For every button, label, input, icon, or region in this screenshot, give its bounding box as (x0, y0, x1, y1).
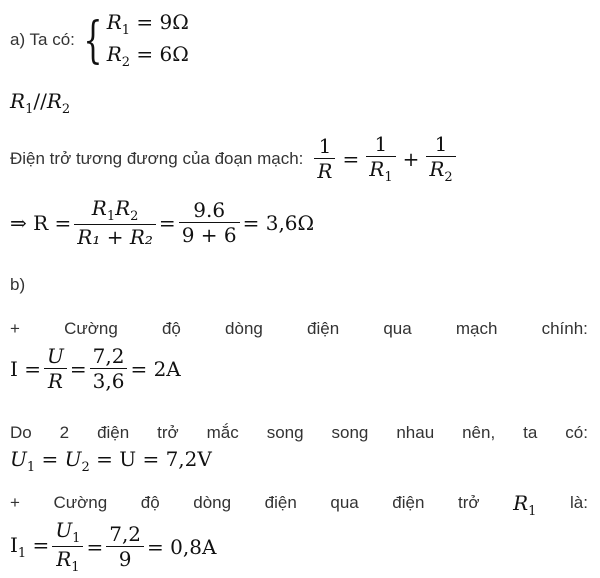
voltage-equality: $U_1 = U_2 = U = 7,2V$ (10, 447, 212, 475)
r1-current-calc: $I_1$ = $\frac{U_1}{R_1}$ = $\frac{7,2}{9}$ = 0,8A (10, 518, 217, 575)
curly-brace: { (83, 11, 103, 69)
parallel-statement: $R_1//R_2$ (10, 89, 71, 117)
part-a-intro: a) Ta có: (10, 30, 75, 49)
main-current-calc: I = $\frac{U}{R}$ = $\frac{7,2}{3,6}$ = 2A (10, 344, 181, 393)
given-r2: $R_2 = 6\Omega$ (106, 42, 189, 70)
main-current-heading: + Cường độ dòng điện qua mạch chính: (10, 319, 588, 338)
equivalent-calc: ⇒ R = $\frac{R_1R_2}{\text{R₁ + R₂}}$ = $\frac{9.6}{9 + 6}$ = 3,6Ω (10, 196, 315, 249)
equiv-formula: $\frac{1}{R}$ = $\frac{1}{R_1}$ + $\frac{1}{R_2}$ (311, 132, 458, 185)
part-b-label: b) (10, 275, 26, 294)
given-system (107, 8, 189, 72)
r1-current-heading: + Cường độ dòng điện qua điện trở $R_1$ là: (10, 491, 588, 519)
equiv-text: Điện trở tương đương của đoạn mạch: (10, 148, 304, 168)
equivalent-resistance-line (10, 132, 459, 185)
parallel-reasoning: Do 2 điện trở mắc song song nhau nên, ta có: (10, 423, 588, 442)
given-r1: $R_1 = 9\Omega$ (106, 10, 189, 38)
given-values (10, 8, 189, 72)
